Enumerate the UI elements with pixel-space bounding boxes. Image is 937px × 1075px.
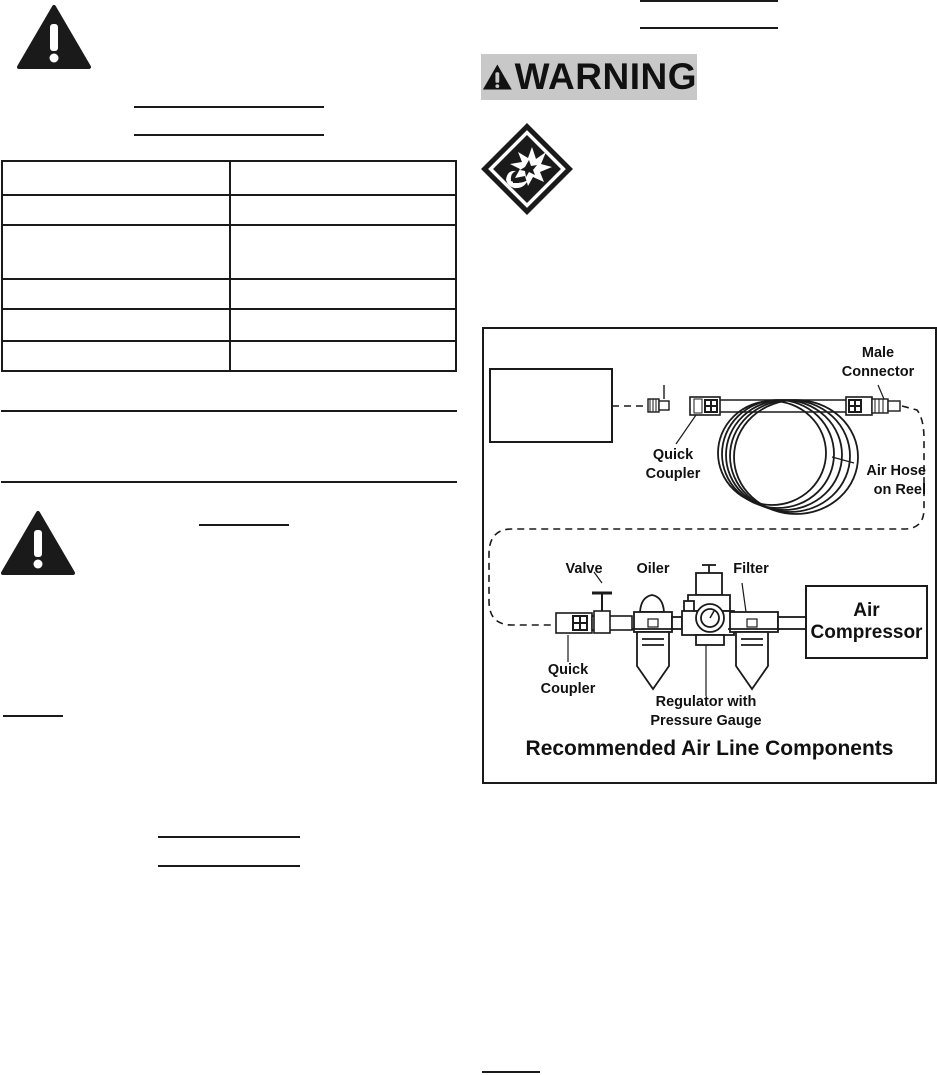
filter-label: Filter (733, 561, 769, 577)
male-connector-label: Male Connector (841, 345, 915, 380)
underline-8 (640, 27, 778, 29)
regulator-label: Regulator with Pressure Gauge (650, 694, 762, 729)
underline-4 (3, 715, 63, 717)
rule-top (1, 410, 457, 412)
warning-banner (481, 54, 697, 100)
air-compressor-label: Air Compressor (810, 600, 923, 643)
underline-3 (199, 524, 289, 526)
underline-2 (134, 134, 324, 136)
quick-coupler-bottom-label: Quick Coupler (540, 662, 596, 697)
air-hose-label: Air Hose on Reel (866, 463, 926, 498)
warning-triangle-icon (0, 510, 76, 576)
air-line-diagram (482, 327, 937, 784)
underline-5 (158, 836, 300, 838)
rule-bottom (1, 481, 457, 483)
specifications-table (1, 160, 457, 372)
caution-triangle-icon (16, 4, 92, 70)
oiler-label: Oiler (636, 561, 670, 577)
warning-banner-text: WARNING (514, 56, 697, 97)
explosion-hazard-icon (480, 122, 574, 216)
underline-6 (158, 865, 300, 867)
underline-9 (482, 1071, 540, 1073)
diagram-caption: Recommended Air Line Components (525, 737, 894, 760)
valve-label: Valve (565, 561, 603, 577)
underline-7 (640, 0, 778, 2)
underline-1 (134, 106, 324, 108)
warning-triangle-small-icon (481, 62, 514, 92)
table-column-divider (229, 162, 231, 370)
quick-coupler-top-label: Quick Coupler (645, 447, 701, 482)
